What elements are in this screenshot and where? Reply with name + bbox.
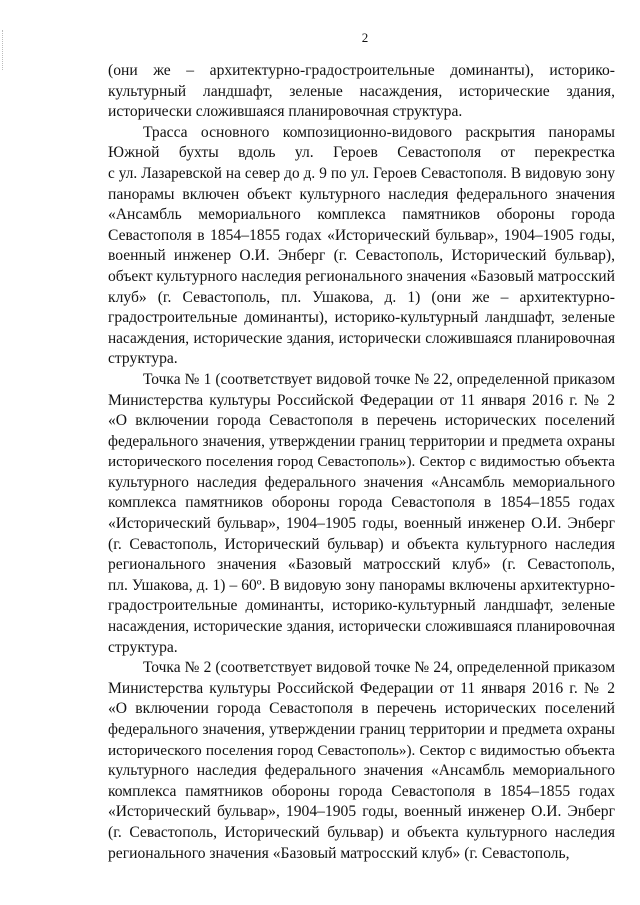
text-line: градостроительные доминанты), историко-культурный ландшафт, зеленые: [108, 309, 615, 327]
document-body: [108, 61, 615, 864]
text-line: «Исторический бульвар», 1904–1905 годы, военный инженер О.И. Энберг: [108, 515, 615, 533]
paragraph: [108, 61, 615, 123]
text-line: Министерства культуры Российской Федерации от 11 января 2016 г. № 2: [108, 679, 615, 697]
text-line: федерального значения, утверждении границ территории и предмета охраны: [108, 721, 615, 738]
paragraph: [108, 370, 615, 658]
text-line: культурного наследия федерального значения «Ансамбль мемориального: [108, 473, 615, 491]
text-line: культурный ландшафт, зеленые насаждения, исторические здания,: [108, 82, 615, 100]
text-line: «Ансамбль мемориального комплекса памятников обороны города: [108, 206, 615, 224]
paragraph: [108, 658, 615, 864]
text-line: Трасса основного композиционно-видового раскрытия панорамы: [143, 123, 615, 141]
text-line: Точка № 2 (соответствует видовой точке № 24, определенной приказом: [143, 659, 615, 677]
text-line: структура.: [108, 638, 178, 656]
text-line: клуб» (г. Севастополь, пл. Ушакова, д. 1) (они же – архитектурно-: [108, 288, 615, 306]
text-line: «О включении города Севастополя в перечень исторических поселений: [108, 412, 615, 430]
text-line: градостроительные доминанты, историко-культурный ландшафт, зеленые: [108, 597, 615, 615]
text-line: панорамы включен объект культурного наследия федерального значения: [108, 185, 615, 203]
text-line: Точка № 1 (соответствует видовой точке № 22, определенной приказом: [143, 370, 615, 388]
text-line: комплекса памятников обороны города Севастополя в 1854–1855 годах: [108, 494, 615, 512]
text-line: с ул. Лазаревской на север до д. 9 по ул. Героев Севастополя. В видовую зону: [108, 164, 615, 182]
text-line: культурного наследия федерального значения «Ансамбль мемориального: [108, 762, 615, 780]
scan-edge-mark: [2, 30, 13, 70]
text-line: федерального значения, утверждении границ территории и предмета охраны: [108, 432, 615, 450]
text-line: исторического поселения город Севастополь»). Сектор с видимостью объекта: [108, 741, 615, 759]
text-line: исторического поселения город Севастополь»). Сектор с видимостью объекта: [108, 453, 615, 471]
text-line: «О включении города Севастополя в перечень исторических поселений: [108, 700, 615, 718]
text-line: Южной бухты вдоль ул. Героев Севастополя от перекрестка: [108, 144, 615, 162]
text-line: комплекса памятников обороны города Севастополя в 1854–1855 годах: [108, 782, 615, 800]
text-line: Министерства культуры Российской Федерации от 11 января 2016 г. № 2: [108, 391, 615, 409]
text-line: насаждения, исторические здания, исторически сложившаяся планировочная: [108, 618, 615, 636]
text-line: структура.: [108, 350, 178, 368]
text-line: Севастополя в 1854–1855 годах «Исторический бульвар», 1904–1905 годы,: [108, 226, 615, 244]
text-line: (они же – архитектурно-градостроительные доминанты), историко-: [108, 62, 615, 79]
text-line: (г. Севастополь, Исторический бульвар) и объекта культурного наследия: [108, 823, 615, 841]
page-number: 2: [361, 30, 369, 45]
text-line: регионального значения «Базовый матросский клуб» (г. Севастополь,: [108, 556, 615, 574]
text-line: объект культурного наследия регионального значения «Базовый матросский: [108, 267, 615, 285]
text-line: военный инженер О.И. Энберг (г. Севастополь, Исторический бульвар),: [108, 247, 615, 265]
text-line: исторически сложившаяся планировочная структура.: [108, 103, 463, 121]
text-line: пл. Ушакова, д. 1) – 60º. В видовую зону панорамы включены архитектурно-: [108, 576, 615, 594]
text-line: (г. Севастополь, Исторический бульвар) и объекта культурного наследия: [108, 535, 615, 553]
paragraph: [108, 123, 615, 370]
text-line: «Исторический бульвар», 1904–1905 годы, военный инженер О.И. Энберг: [108, 803, 615, 821]
text-line: регионального значения «Базовый матросский клуб» (г. Севастополь,: [108, 844, 570, 862]
text-line: насаждения, исторические здания, исторически сложившаяся планировочная: [108, 329, 615, 347]
